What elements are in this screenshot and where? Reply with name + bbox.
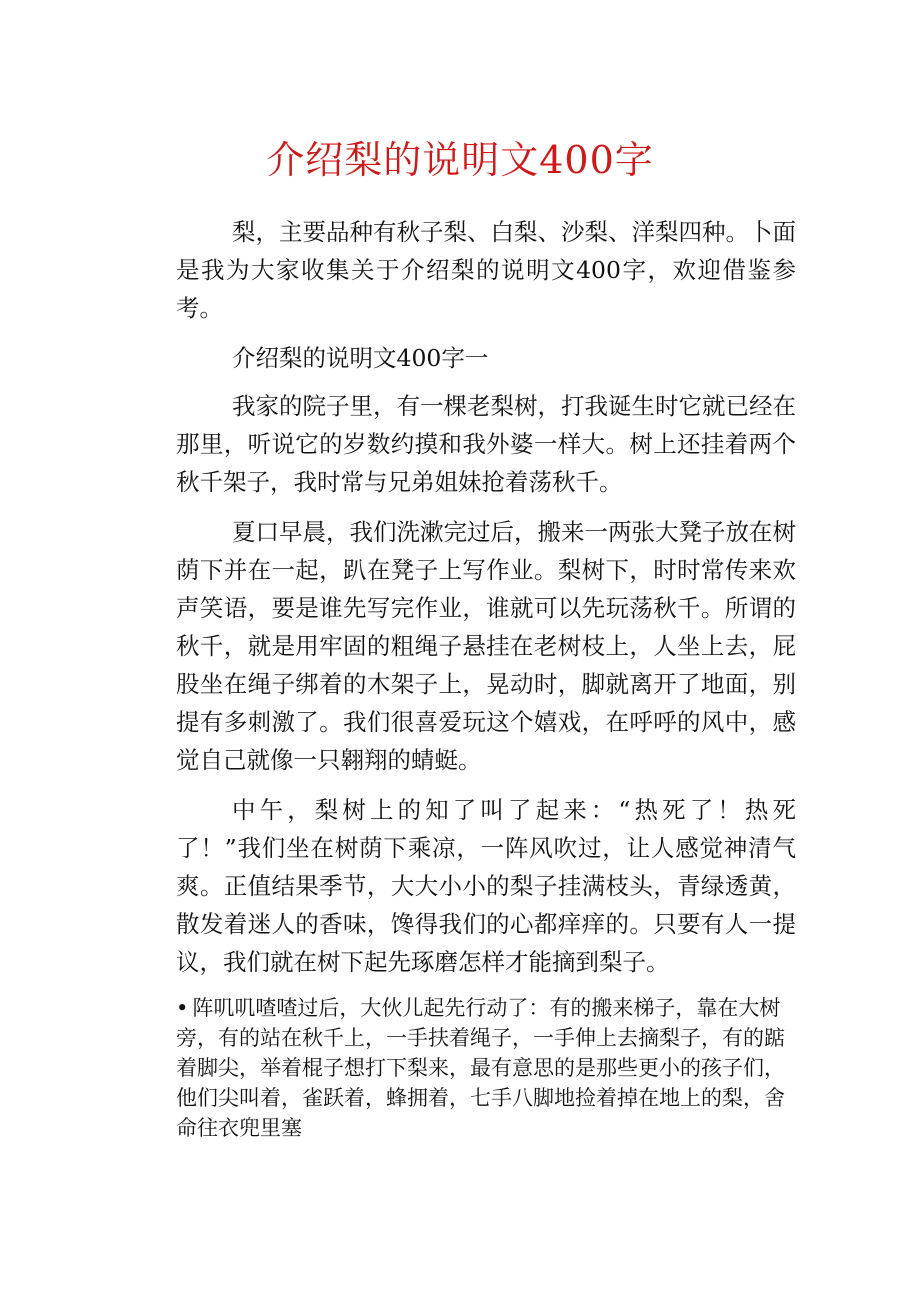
tail-line: 旁，有的站在秋千上，一手扶着绳子，一手伸上去摘梨子，有的踮 [176, 1026, 785, 1050]
tail-paragraph [176, 993, 796, 1143]
bullet-icon: • [176, 996, 189, 1020]
document-title: 介绍梨的说明文400字 [266, 138, 654, 182]
paragraph-noon: 中午，梨树上的知了叫了起来：“热死了！热死了！”我们坐在树荫下乘凉，一阵风吹过，让人感觉神清气爽。正值结果季节，大大小小的梨子挂满枝头，青绿透黄，散发着迷人的香味，馋得我们的心都痒痒的。只要有人一提议，我们就在树下起先琢磨怎样才能摘到梨子。 [176, 796, 796, 976]
tail-line-text: 阵叽叽喳喳过后，大伙儿起先行动了：有的搬来梯子，靠在大树 [192, 996, 781, 1020]
tail-line: 他们尖叫着，雀跃着，蜂拥着，七手八脚地捡着掉在地上的梨，舍 [176, 1086, 785, 1110]
tail-line [176, 993, 796, 1023]
tail-line: 着脚尖，举着棍子想打下梨来，最有意思的是那些更小的孩子们， [176, 1056, 785, 1080]
section-heading: 介绍梨的说明文400字一 [232, 344, 489, 372]
document-body [176, 213, 796, 993]
tail-line: 命往衣兜里塞 [176, 1116, 302, 1140]
paragraph-morning: 夏口早晨，我们洗漱完过后，搬来一两张大凳子放在树荫下并在一起，趴在凳子上写作业。梨树下，时时常传来欢声笑语，要是谁先写完作业，谁就可以先玩荡秋千。所谓的秋千，就是用牢固的粗绳子悬挂在老树枝上，人坐上去，屁股坐在绳子绑着的木架子上，晃动时，脚就离开了地面，别提有多刺激了。我们很喜爱玩这个嬉戏，在呼呼的风中，感觉自己就像一只翱翔的蜻蜓。 [176, 518, 796, 774]
intro-paragraph: 梨，主要品种有秋子梨、白梨、沙梨、洋梨四种。卜面是我为大家收集关于介绍梨的说明文400字，欢迎借鉴参考。 [176, 218, 796, 322]
paragraph-courtyard: 我家的院子里，有一棵老梨树，打我诞生时它就已经在那里，听说它的岁数约摸和我外婆一样大。树上还挂着两个秋千架子，我时常与兄弟姐妹抢着荡秋千。 [176, 392, 796, 496]
